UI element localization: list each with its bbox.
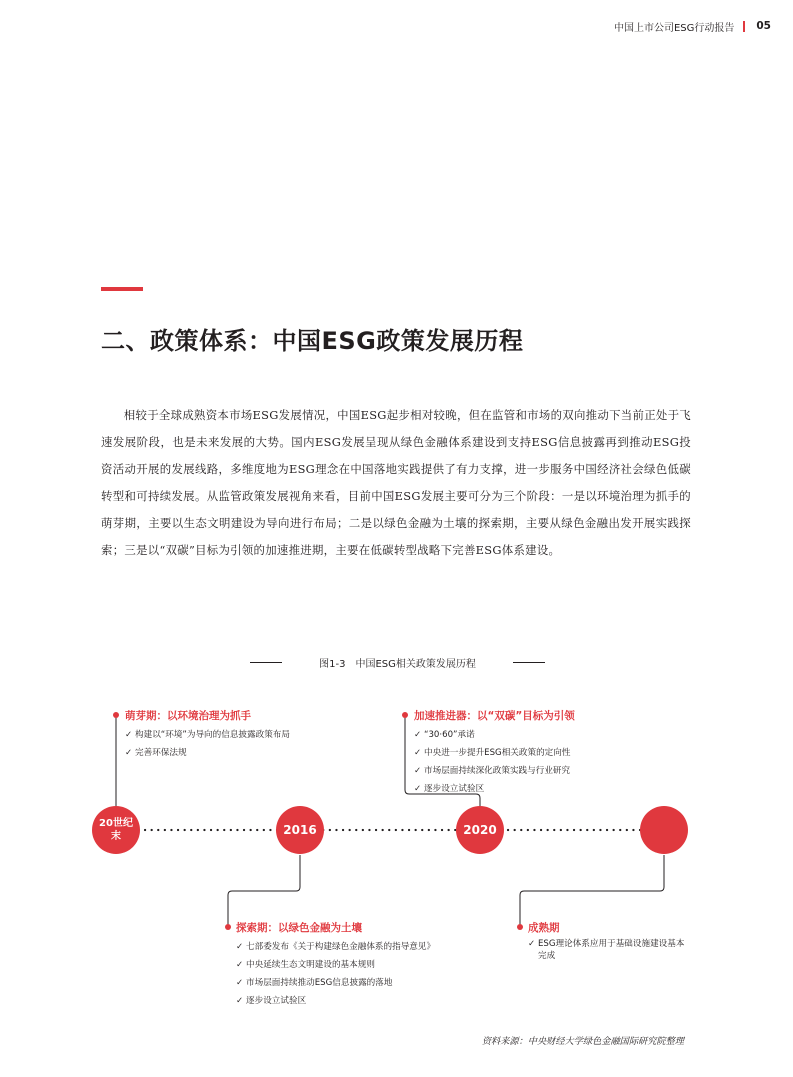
timeline-node-1	[92, 806, 140, 854]
caption-dash-left	[250, 662, 282, 663]
check-icon: ✓	[236, 942, 244, 952]
list-item: ✓ 中央进一步提升ESG相关政策的定向性	[414, 744, 575, 762]
timeline-node-3	[456, 806, 504, 854]
list-item: ✓ 构建以“环境”为导向的信息披露政策布局	[125, 726, 290, 744]
node-label-2: 2016	[283, 823, 317, 837]
check-icon: ✓	[125, 730, 133, 740]
check-icon: ✓	[414, 748, 422, 758]
connector-explore	[228, 855, 300, 927]
list-item: ✓ 逐步设立试验区	[414, 780, 575, 798]
list-item: ✓ 市场层面持续深化政策实践与行业研究	[414, 762, 575, 780]
figure-caption	[250, 655, 545, 670]
marker-accelerate-dot	[402, 712, 408, 718]
marker-mature-dot	[517, 924, 523, 930]
page-number: 05	[756, 20, 771, 32]
figure-caption-text: 图1-3 中国ESG相关政策发展历程	[319, 659, 476, 670]
phase-mature-title: 成熟期	[528, 922, 560, 934]
timeline-node-4	[640, 806, 688, 854]
node-label-1: 20世纪末	[99, 818, 133, 842]
phase-accelerate-title: 加速推进器：以“双碳”目标为引领	[414, 710, 575, 722]
check-icon: ✓	[414, 730, 422, 740]
connector-mature	[520, 855, 664, 927]
check-icon: ✓	[236, 960, 244, 970]
list-item: ✓ “30·60”承诺	[414, 726, 575, 744]
list-item: ✓ 逐步设立试验区	[236, 992, 435, 1010]
list-item: ✓ 市场层面持续推动ESG信息披露的落地	[236, 974, 435, 992]
phase-accelerate	[414, 708, 575, 798]
list-item: ✓ 完善环保法规	[125, 744, 290, 762]
phase-sprout-title: 萌芽期：以环境治理为抓手	[125, 710, 251, 722]
check-icon: ✓	[528, 939, 536, 949]
phase-sprout	[125, 708, 290, 762]
marker-explore-dot	[225, 924, 231, 930]
list-item: ✓ 七部委发布《关于构建绿色金融体系的指导意见》	[236, 938, 435, 956]
section-title: 二、政策体系：中国ESG政策发展历程	[101, 327, 524, 355]
check-icon: ✓	[414, 766, 422, 776]
report-title: 中国上市公司ESG行动报告	[613, 22, 735, 34]
list-item: ✓ 中央延续生态文明建设的基本规则	[236, 956, 435, 974]
check-icon: ✓	[414, 784, 422, 794]
header-separator	[743, 21, 745, 32]
phase-explore-title: 探索期：以绿色金融为土壤	[236, 922, 362, 934]
check-icon: ✓	[236, 978, 244, 988]
node-label-3: 2020	[463, 823, 497, 837]
check-icon: ✓	[125, 748, 133, 758]
phase-explore	[236, 920, 435, 1010]
body-paragraph: 相较于全球成熟资本市场ESG发展情况，中国ESG起步相对较晚，但在监管和市场的双向推动下当前正处于飞速发展阶段，也是未来发展的大势。国内ESG发展呈现从绿色金融体系建设到支持ESG信息披露再到推动ESG投资活动开展的发展线路，多维度地为ESG理念在中国落地实践提供了有力支撑，进一步服务中国经济社会绿色低碳转型和可持续发展。从监管政策发展视角来看，目前中国ESG发展主要可分为三个阶段：一是以环境治理为抓手的萌芽期，主要以生态文明建设为导向进行布局；二是以绿色金融为土壤的探索期，主要从绿色金融出发开展实践探索；三是以“双碳”目标为引领的加速推进期，主要在低碳转型战略下完善ESG体系建设。	[101, 408, 691, 557]
caption-dash-right	[513, 662, 545, 663]
section-accent-bar	[101, 287, 143, 291]
running-header	[614, 19, 771, 33]
list-item: ✓ ESG理论体系应用于基础设施建设基本完成	[528, 939, 685, 961]
timeline-node-2	[276, 806, 324, 854]
marker-sprout-dot	[113, 712, 119, 718]
phase-mature	[528, 920, 693, 962]
source-note: 资料来源：中央财经大学绿色金融国际研究院整理	[481, 1036, 684, 1047]
check-icon: ✓	[236, 996, 244, 1006]
